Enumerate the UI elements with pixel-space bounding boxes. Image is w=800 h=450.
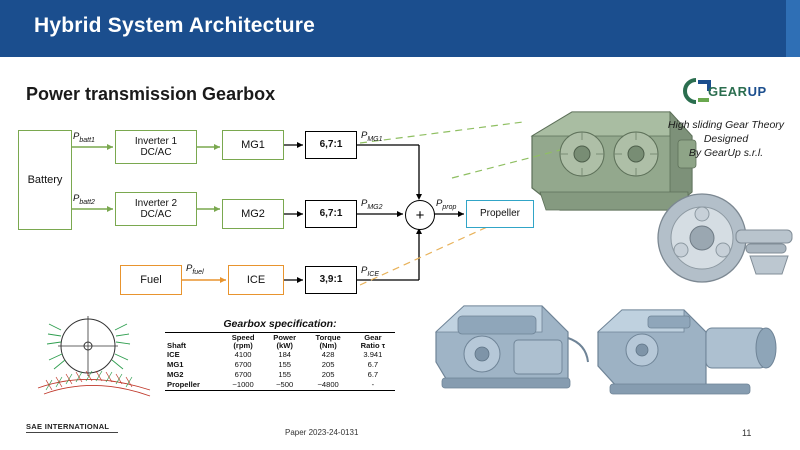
- footer-paper-id: Paper 2023-24-0131: [285, 428, 359, 437]
- spec-cell-power: 155: [278, 360, 292, 370]
- p-batt2-symbol: P: [73, 193, 80, 204]
- spec-cell-power: 155: [278, 369, 292, 379]
- mg2-label: MG2: [241, 207, 265, 220]
- p-prop-label: [436, 198, 456, 211]
- section-title: Power transmission Gearbox: [26, 84, 276, 104]
- table-row: [165, 370, 395, 380]
- spec-cell-power: ~500: [264, 380, 306, 390]
- spec-cell-torque: ~4800: [305, 380, 350, 390]
- gearup-note-line3: By GearUp s.r.l.: [688, 147, 764, 160]
- fuel-block[interactable]: [120, 265, 182, 295]
- spec-table: [165, 332, 395, 391]
- gearup-note: [660, 118, 792, 161]
- summing-symbol: +: [415, 206, 425, 224]
- spec-col-shaft: Shaft: [165, 333, 222, 351]
- spec-table-header-row: [165, 333, 395, 351]
- battery-block[interactable]: [18, 130, 72, 230]
- p-mg2-symbol: P: [361, 198, 368, 209]
- inverter-1-block[interactable]: [115, 130, 197, 164]
- gearup-wordmark: [708, 84, 767, 99]
- p-prop-subscript: prop: [442, 203, 457, 211]
- gearbox-specification: [165, 318, 395, 391]
- spec-cell-power: 184: [278, 350, 292, 360]
- mg1-block[interactable]: [222, 130, 284, 160]
- spec-table-title: Gearbox specification:: [223, 318, 337, 330]
- spec-cell-speed: 4100: [234, 350, 252, 360]
- page-title: Hybrid System Architecture: [34, 14, 316, 37]
- p-ice-subscript: ICE: [367, 270, 380, 278]
- gear-ratio-mg1-label: 6,7:1: [319, 139, 343, 151]
- engine-render-image: [418, 278, 598, 408]
- gearup-gear-icon: [676, 74, 712, 108]
- spec-cell-torque: 428: [321, 350, 335, 360]
- header-accent-stripe: [786, 0, 800, 57]
- spec-col-torque: Torque (Nm): [305, 333, 350, 351]
- p-mg2-label: [361, 198, 383, 211]
- mg2-block[interactable]: [222, 199, 284, 229]
- spec-cell-speed: 6700: [234, 360, 252, 370]
- spec-col-speed: Speed (rpm): [222, 333, 264, 351]
- gearup-note-line2: Designed: [703, 133, 749, 146]
- p-mg1-label: [361, 130, 383, 143]
- spec-col-power: Power (kW): [264, 333, 306, 351]
- inverter-2-block[interactable]: [115, 192, 197, 226]
- p-fuel-symbol: P: [186, 263, 193, 274]
- p-ice-label: [361, 265, 379, 278]
- p-batt1-label: [73, 131, 95, 144]
- fuel-label: Fuel: [140, 273, 162, 286]
- table-row: [165, 380, 395, 390]
- spec-col-gear-ratio: Gear Ratio τ: [351, 333, 395, 351]
- gear-ratio-mg1-block[interactable]: [305, 131, 357, 159]
- spec-cell-ratio: 3.941: [363, 350, 383, 360]
- inverter-1-label-line2: DC/AC: [140, 147, 172, 158]
- spec-cell-shaft: MG1: [167, 360, 184, 370]
- spec-cell-torque: 205: [321, 369, 335, 379]
- gear-mesh-analysis-image: [24, 310, 164, 410]
- power-summing-node: [405, 200, 435, 230]
- gearup-note-line1: High sliding Gear Theory: [667, 119, 785, 131]
- p-batt2-subscript: batt2: [79, 198, 95, 206]
- inverter-1-label-line1: Inverter 1: [134, 135, 178, 147]
- inverter-2-label-line2: DC/AC: [140, 209, 172, 220]
- footer-organization: SAE INTERNATIONAL: [26, 422, 110, 431]
- p-batt2-label: [73, 193, 95, 206]
- spec-cell-torque: 205: [321, 360, 335, 370]
- p-fuel-subscript: fuel: [192, 268, 204, 276]
- gearup-word-gear: GEAR: [708, 84, 748, 99]
- spec-cell-speed: ~1000: [222, 380, 264, 390]
- footer-page-number: 11: [742, 428, 752, 438]
- p-mg1-subscript: MG1: [367, 135, 383, 143]
- propeller-block[interactable]: [466, 200, 534, 228]
- gear-ratio-mg2-block[interactable]: [305, 200, 357, 228]
- propeller-label: Propeller: [479, 208, 521, 220]
- inverter-2-label-line1: Inverter 2: [134, 197, 178, 209]
- p-batt1-subscript: batt1: [79, 136, 95, 144]
- battery-label: Battery: [27, 173, 63, 186]
- planetary-gear-image: [650, 186, 800, 296]
- gearup-word-up: UP: [747, 84, 767, 99]
- ice-block[interactable]: [228, 265, 284, 295]
- ice-label: ICE: [246, 273, 266, 286]
- p-mg1-symbol: P: [361, 130, 368, 141]
- footer-divider: [26, 432, 118, 433]
- spec-cell-shaft: ICE: [167, 350, 180, 360]
- spec-cell-ratio: 6.7: [367, 360, 379, 370]
- mg1-label: MG1: [241, 138, 265, 151]
- table-row: [165, 361, 395, 371]
- transmission-render-image: [588, 288, 788, 418]
- p-mg2-subscript: MG2: [367, 203, 383, 211]
- spec-cell-speed: 6700: [234, 369, 252, 379]
- gear-ratio-mg2-label: 6,7:1: [319, 208, 343, 220]
- gear-ratio-ice-block[interactable]: [305, 266, 357, 294]
- gear-ratio-ice-label: 3,9:1: [319, 274, 343, 286]
- spec-cell-ratio: 6.7: [367, 369, 379, 379]
- spec-cell-shaft: Propeller: [165, 380, 222, 390]
- spec-cell-shaft: MG2: [167, 369, 184, 379]
- p-prop-symbol: P: [436, 198, 443, 209]
- gearup-logo: [676, 74, 786, 108]
- p-ice-symbol: P: [361, 265, 368, 276]
- p-fuel-label: [186, 263, 204, 276]
- spec-cell-ratio: -: [351, 380, 395, 390]
- p-batt1-symbol: P: [73, 131, 80, 142]
